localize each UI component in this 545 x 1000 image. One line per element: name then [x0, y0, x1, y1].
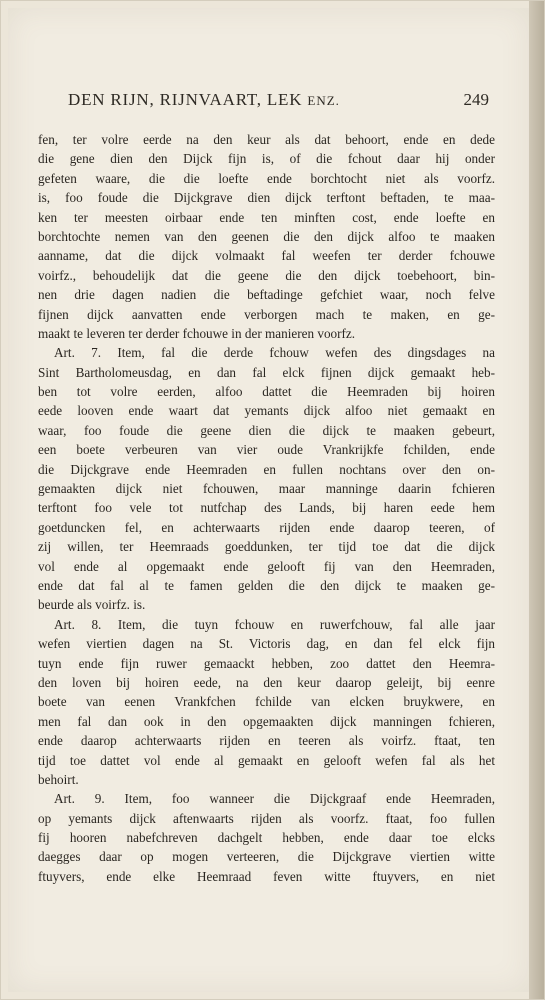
- text-line: tijd toe dattet vol ende al gemaakt en gelooft wefen fal als het: [38, 752, 495, 768]
- text-line: voirfz., behoudelijk dat die geene die den dijck toebehoort, bin-: [38, 267, 495, 283]
- text-line: borchtochte nemen van den geenen die den dijck alfoo te maaken: [38, 228, 495, 244]
- text-line: Art. 8. Item, die tuyn fchouw en ruwerfchouw, fal alle jaar: [54, 616, 495, 632]
- text-line: ende dat fal al te famen gelden die den dijck te maaken ge-: [38, 577, 495, 593]
- text-line: terftont foo vele tot nutfchap des Lands, bij haren eede hem: [38, 500, 495, 516]
- text-line: Art. 7. Item, fal die derde fchouw wefen des dingsdages na: [54, 345, 495, 361]
- text-line: fij hooren nabefchreven dachgelt hebben, ende daar toe elcks: [38, 830, 495, 846]
- text-line: den loven bij hoiren eede, na den keur daarop geleijt, bij eenre: [38, 674, 495, 690]
- text-line: Art. 9. Item, foo wanneer die Dijckgraaf ende Heemraden,: [54, 791, 495, 807]
- text-line: die gene dien den Dijck fijn is, of die fchout daar hij onder: [38, 151, 495, 167]
- text-line: nen drie dagen nadien die beftadinge gefchiet waar, noch felve: [38, 287, 495, 303]
- text-line: tuyn ende fijn ruwer gemaackt hebben, zoo dattet den Heemra-: [38, 655, 495, 671]
- text-line: zij willen, ter Heemraads goeddunken, ter tijd toe dat die dijck: [38, 539, 495, 555]
- text-line: fen, ter volre eerde na den keur als dat behoort, ende en dede: [38, 132, 495, 147]
- text-line: fijnen dijck aanvatten ende verborgen mach te maken, en ge-: [38, 306, 495, 322]
- text-line: men fal dan ook in den opgemaakten dijck manningen fchieren,: [38, 713, 495, 729]
- text-line: waar, foo foude die geene dien die dijck te maaken gebeurt,: [38, 422, 495, 438]
- text-line: een boete verbeuren van vier oude Vrankrijkfe fchilden, ende: [38, 442, 495, 458]
- running-head: DEN RIJN, RIJNVAART, LEK ENZ.: [68, 90, 340, 109]
- text-line: aanname, dat die dijck volmaakt fal weefen ter derder fchouwe: [38, 248, 495, 264]
- text-line: daegges daar op mogen verteeren, die Dijckgrave viertien witte: [38, 849, 495, 865]
- text-line: ende daarop achterwaarts rijden en teeren als voirfz. ftaat, ten: [38, 733, 495, 749]
- page-header: [68, 90, 489, 116]
- text-line: boete van eenen Vrankfchen fchilde van elcken bruykwere, en: [38, 694, 495, 710]
- book-gutter: [529, 0, 545, 1000]
- book-page: [8, 8, 529, 992]
- text-line: goetduncken fel, en achterwaarts rijden ende daarop teeren, of: [38, 519, 495, 535]
- text-line: op yemants dijck aftenwaarts rijden als voorfz. ftaat, foo fullen: [38, 810, 495, 826]
- text-line: eede looven ende waart dat yemants dijck alfoo niet gemaakt en: [38, 403, 495, 419]
- text-line: ben tot volre eerden, alfoo dattet die Heemraden bij hoiren: [38, 384, 495, 400]
- text-line: behoirt.: [38, 771, 79, 787]
- text-line: vol ende al opgemaakt ende gelooft fij van den Heemraden,: [38, 558, 495, 574]
- running-head-suffix: ENZ.: [307, 93, 340, 108]
- text-line: maakt te leveren ter derder fchouwe in der manieren voorfz.: [38, 325, 356, 341]
- text-line: ftuyvers, ende elke Heemraad feven witte ftuyvers, en niet: [38, 868, 495, 884]
- text-line: beurde als voirfz. is.: [38, 597, 146, 613]
- text-line: die Dijckgrave ende Heemraden en fullen nochtans over den on-: [38, 461, 495, 477]
- page-body: [38, 130, 495, 886]
- page-number: 249: [463, 90, 489, 109]
- text-line: is, foo foude die Dijckgrave dien dijck terftont beftaden, te maa-: [38, 190, 495, 206]
- text-line: gemaakten dijck niet fchouwen, maar manninge daarin fchieren: [38, 481, 495, 497]
- text-line: gefeten waare, die die loefte ende borchtocht niet als voorfz.: [38, 170, 495, 186]
- text-line: ken ter meesten oirbaar ende ten minften cost, ende loefte en: [38, 209, 495, 225]
- text-line: Sint Bartholomeusdag, en dan fal elck fijnen dijck gemaakt heb-: [38, 364, 495, 380]
- text-line: wefen viertien dagen na St. Victoris dag, en dan fel elck fijn: [38, 636, 495, 652]
